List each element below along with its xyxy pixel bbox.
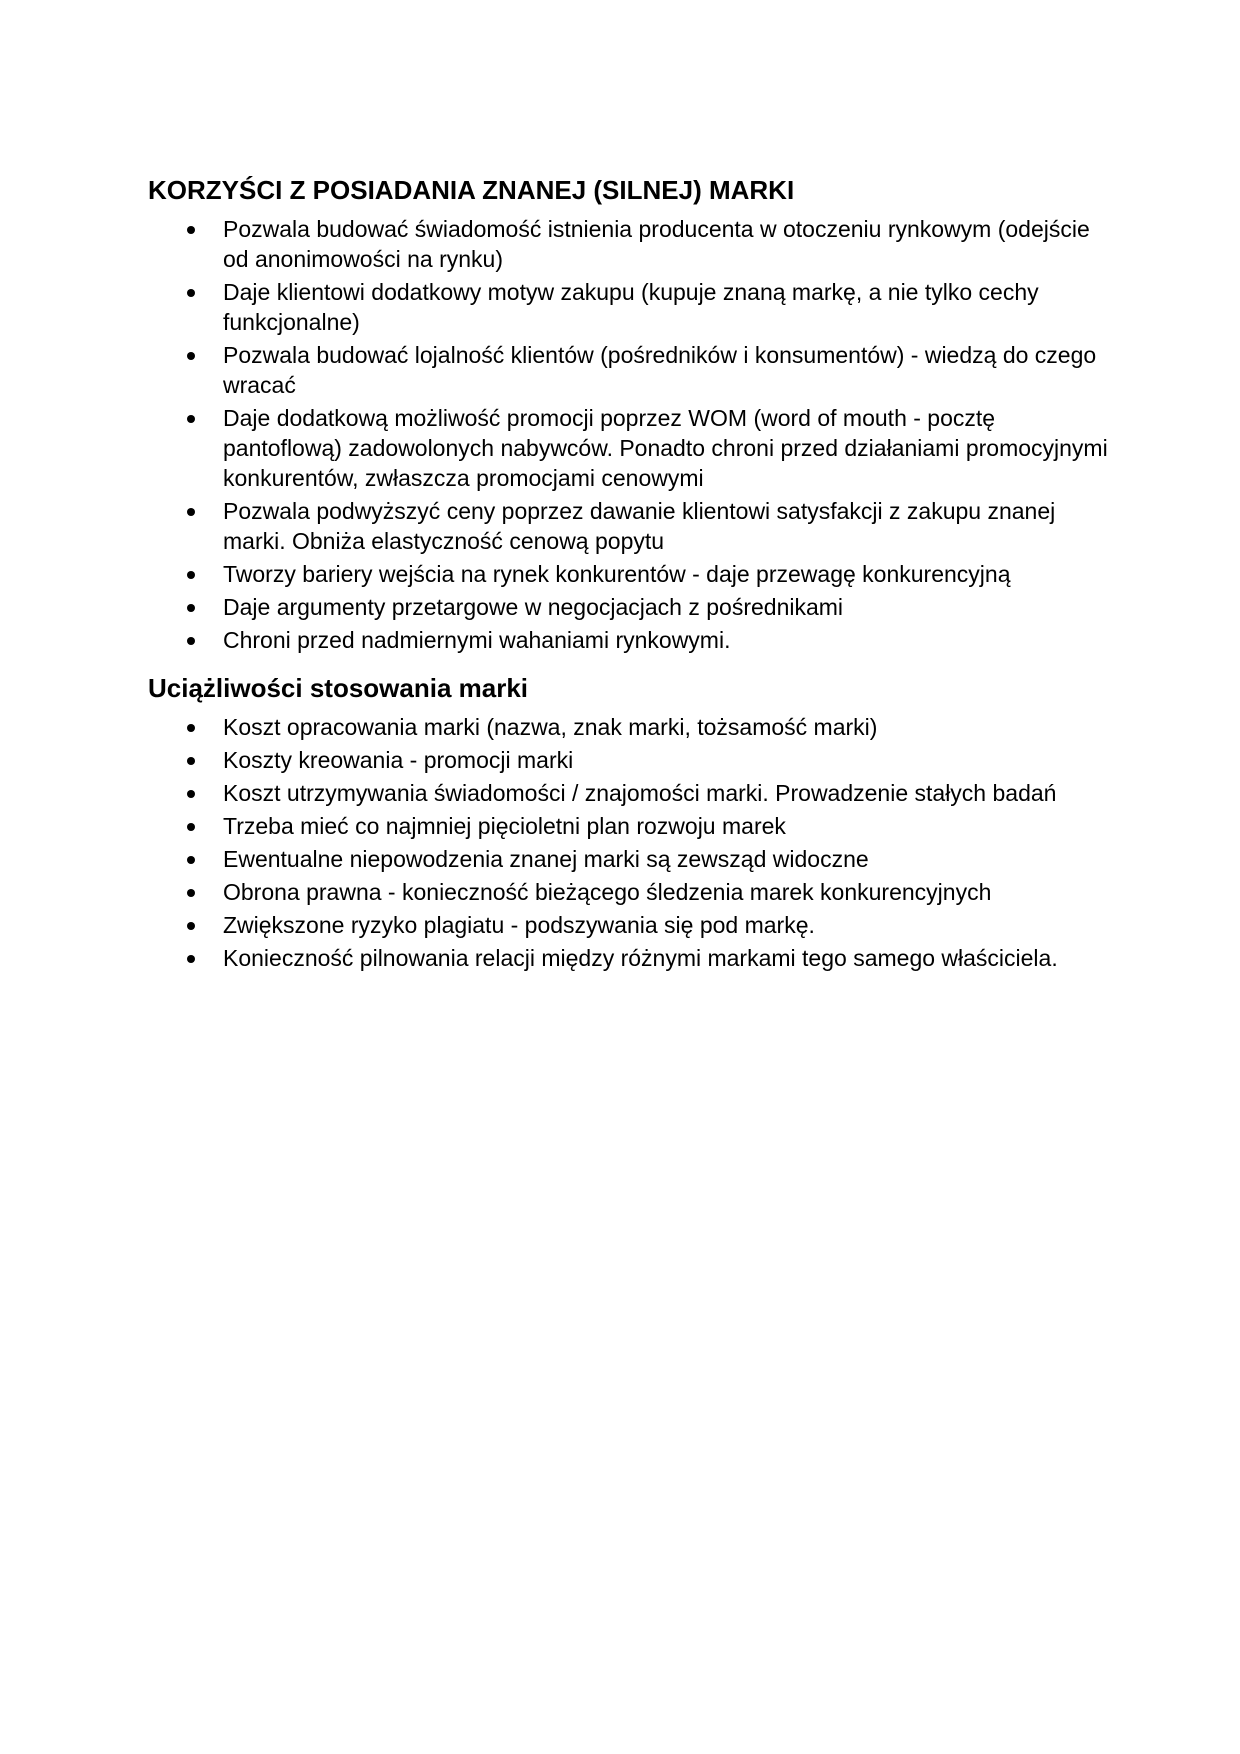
list-item — [148, 811, 1108, 841]
list-item — [148, 496, 1108, 556]
bullet-icon — [187, 823, 195, 831]
bullet-icon — [187, 508, 195, 516]
list-item — [148, 943, 1108, 973]
list-item — [148, 844, 1108, 874]
list-item — [148, 559, 1108, 589]
bullet-icon — [187, 856, 195, 864]
burdens-list — [148, 712, 1108, 976]
list-item-text: Daje argumenty przetargowe w negocjacjach z pośrednikami — [223, 594, 844, 620]
list-item — [148, 277, 1108, 337]
list-item — [148, 214, 1108, 274]
list-item — [148, 403, 1108, 493]
list-item — [148, 877, 1108, 907]
bullet-icon — [187, 790, 195, 798]
bullet-icon — [187, 571, 195, 579]
list-item-text: Pozwala budować lojalność klientów (pośredników i konsumentów) - wiedzą do czego wracać — [223, 342, 1097, 398]
bullet-icon — [187, 415, 195, 423]
list-item-text: Koszt utrzymywania świadomości / znajomości marki. Prowadzenie stałych badań — [223, 780, 1057, 806]
list-item — [148, 778, 1108, 808]
bullet-icon — [187, 757, 195, 765]
bullet-icon — [187, 604, 195, 612]
list-item — [148, 745, 1108, 775]
list-item-text: Tworzy bariery wejścia na rynek konkurentów - daje przewagę konkurencyjną — [223, 561, 1011, 587]
bullet-icon — [187, 724, 195, 732]
bullet-icon — [187, 955, 195, 963]
list-item-text: Pozwala budować świadomość istnienia producenta w otoczeniu rynkowym (odejście od anonimowości na rynku) — [223, 216, 1090, 272]
bullet-icon — [187, 922, 195, 930]
burdens-heading: Uciążliwości stosowania marki — [148, 673, 529, 703]
list-item-text: Koszt opracowania marki (nazwa, znak marki, tożsamość marki) — [223, 714, 878, 740]
benefits-heading: KORZYŚCI Z POSIADANIA ZNANEJ (SILNEJ) MARKI — [148, 175, 795, 205]
list-item-text: Chroni przed nadmiernymi wahaniami rynkowymi. — [223, 627, 731, 653]
list-item-text: Ewentualne niepowodzenia znanej marki są zewsząd widoczne — [223, 846, 869, 872]
list-item-text: Obrona prawna - konieczność bieżącego śledzenia marek konkurencyjnych — [223, 879, 992, 905]
list-item — [148, 712, 1108, 742]
bullet-icon — [187, 226, 195, 234]
list-item — [148, 592, 1108, 622]
bullet-icon — [187, 637, 195, 645]
bullet-icon — [187, 289, 195, 297]
list-item-text: Zwiększone ryzyko plagiatu - podszywania się pod markę. — [223, 912, 815, 938]
list-item-text: Trzeba mieć co najmniej pięcioletni plan rozwoju marek — [223, 813, 786, 839]
list-item-text: Pozwala podwyższyć ceny poprzez dawanie klientowi satysfakcji z zakupu znanej marki. Obniża elastyczność cenową popytu — [223, 498, 1056, 554]
list-item — [148, 625, 1108, 655]
bullet-icon — [187, 352, 195, 360]
benefits-list — [148, 214, 1108, 658]
bullet-icon — [187, 889, 195, 897]
list-item — [148, 910, 1108, 940]
list-item-text: Daje dodatkową możliwość promocji poprzez WOM (word of mouth - pocztę pantoflową) zadowolonych nabywców. Ponadto chroni przed działaniami promocyjnymi konkurentów, zwłaszcza promocjami cenowymi — [223, 405, 1108, 491]
list-item-text: Daje klientowi dodatkowy motyw zakupu (kupuje znaną markę, a nie tylko cechy funkcjonalne) — [223, 279, 1039, 335]
list-item-text: Koszty kreowania - promocji marki — [223, 747, 574, 773]
list-item-text: Konieczność pilnowania relacji między różnymi markami tego samego właściciela. — [223, 945, 1058, 971]
list-item — [148, 340, 1108, 400]
